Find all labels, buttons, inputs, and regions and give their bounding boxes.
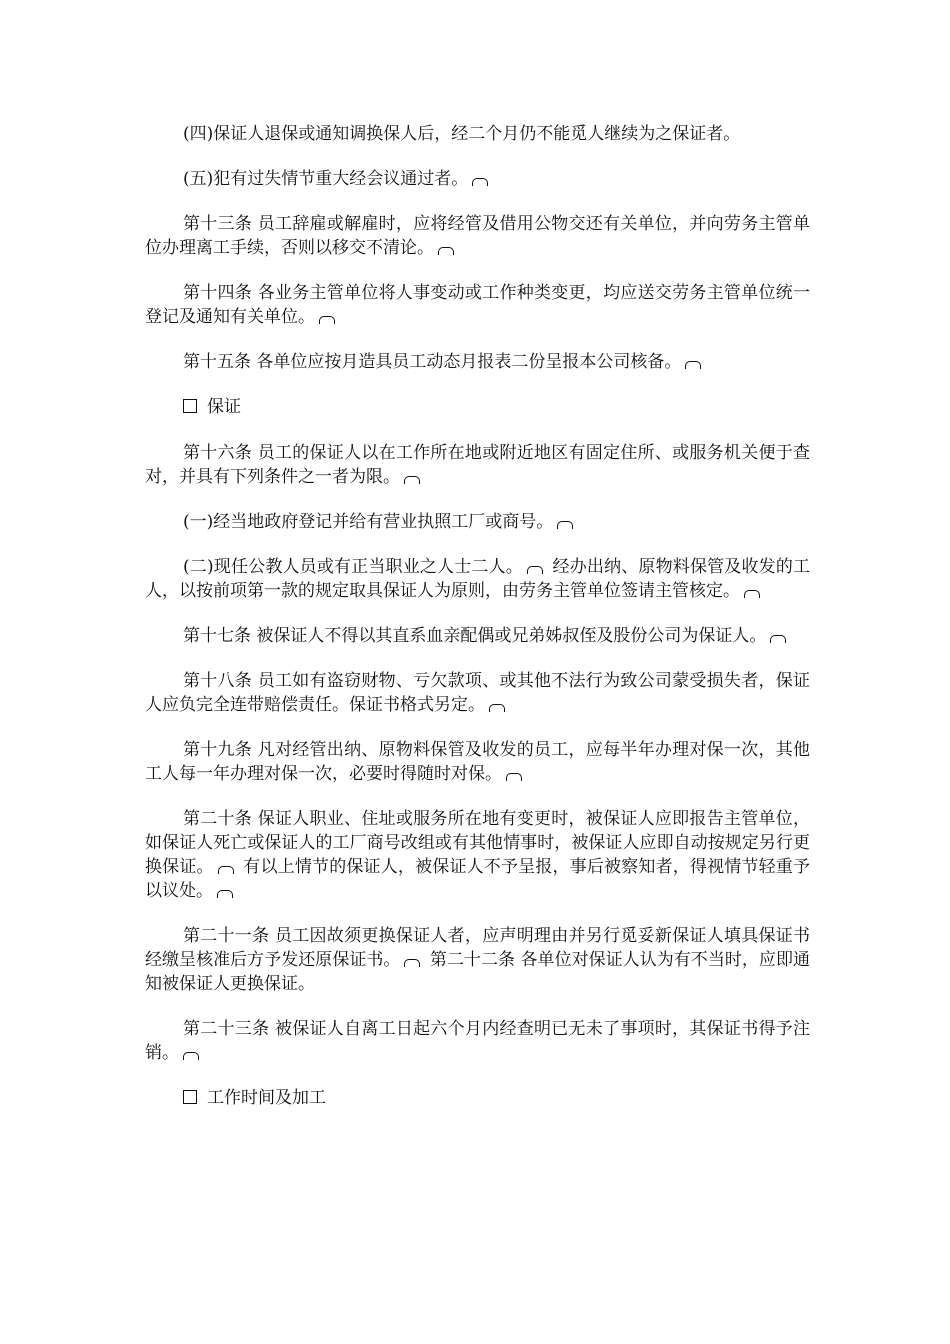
paragraph-text: 有以上情节的保证人，被保证人不予呈报，事后被察知者，得视情节轻重予以议处。 bbox=[145, 857, 811, 901]
paragraph-text: 第十七条 被保证人不得以其直系血亲配偶或兄弟姊叔侄及股份公司为保证人。 bbox=[183, 626, 767, 646]
paragraph bbox=[145, 555, 810, 603]
paragraph bbox=[145, 167, 810, 191]
section-heading-text: 工作时间及加工 bbox=[207, 1088, 326, 1108]
paragraph-text: (二)现任公教人员或有正当职业之人士二人。 bbox=[183, 557, 523, 577]
paragraph bbox=[145, 669, 810, 717]
paragraph-mark-icon bbox=[506, 773, 522, 781]
paragraph-mark-icon bbox=[404, 476, 420, 484]
paragraph bbox=[145, 122, 810, 146]
paragraph-text: (四)保证人退保或通知调换保人后，经二个月仍不能觅人继续为之保证者。 bbox=[183, 124, 741, 144]
paragraph bbox=[145, 212, 810, 260]
paragraph-text: 第二十二条 各单位对保证人认为有不当时，应即通知被保证人更换保证。 bbox=[145, 950, 810, 994]
paragraph-text: 第十九条 凡对经管出纳、原物料保管及收发的员工，应每半年办理对保一次，其他工人每一年办理对保一次，必要时得随时对保。 bbox=[145, 740, 810, 784]
paragraph-text: 第十四条 各业务主管单位将人事变动或工作种类变更，均应送交劳务主管单位统一登记及通知有关单位。 bbox=[145, 283, 810, 327]
paragraph bbox=[145, 738, 810, 786]
paragraph-mark-icon bbox=[557, 521, 573, 529]
paragraph-text: 第二十一条 员工因故须更换保证人者，应声明理由并另行觅妥新保证人填具保证书经缴呈核准后方予发还原保证书。 bbox=[145, 926, 810, 970]
paragraph-mark-icon bbox=[489, 704, 505, 712]
document-page bbox=[145, 122, 810, 1132]
paragraph bbox=[145, 807, 810, 903]
paragraph-text: (一)经当地政府登记并给有营业执照工厂或商号。 bbox=[183, 512, 554, 532]
paragraph-mark-icon bbox=[438, 247, 454, 255]
section-heading bbox=[145, 395, 810, 419]
paragraph bbox=[145, 624, 810, 648]
paragraph-mark-icon bbox=[685, 361, 701, 369]
paragraph bbox=[145, 350, 810, 374]
paragraph bbox=[145, 1017, 810, 1065]
section-heading bbox=[145, 1086, 810, 1110]
paragraph-text: (五)犯有过失情节重大经会议通过者。 bbox=[183, 169, 469, 189]
paragraph-text: 第十五条 各单位应按月造具员工动态月报表二份呈报本公司核备。 bbox=[183, 352, 682, 372]
paragraph-text: 经办出纳、原物料保管及收发的工人，以按前项第一款的规定取具保证人为原则，由劳务主管单位签请主管核定。 bbox=[145, 557, 811, 601]
paragraph-mark-icon bbox=[527, 566, 543, 574]
paragraph-text: 第十三条 员工辞雇或解雇时，应将经管及借用公物交还有关单位，并向劳务主管单位办理离工手续，否则以移交不清论。 bbox=[145, 214, 810, 258]
paragraph bbox=[145, 510, 810, 534]
section-heading-text: 保证 bbox=[207, 397, 241, 417]
paragraph-mark-icon bbox=[183, 1052, 199, 1060]
paragraph-text: 第二十三条 被保证人自离工日起六个月内经查明已无未了事项时，其保证书得予注销。 bbox=[145, 1019, 810, 1063]
paragraph-mark-icon bbox=[218, 866, 234, 874]
paragraph-mark-icon bbox=[217, 890, 233, 898]
paragraph-text: 第十八条 员工如有盗窃财物、亏欠款项、或其他不法行为致公司蒙受损失者，保证人应负完全连带赔偿责任。保证书格式另定。 bbox=[145, 671, 810, 715]
paragraph-mark-icon bbox=[404, 959, 420, 967]
paragraph-text: 第二十条 保证人职业、住址或服务所在地有变更时，被保证人应即报告主管单位，如保证人死亡或保证人的工厂商号改组或有其他情事时，被保证人应即自动按规定另行更换保证。 bbox=[145, 809, 810, 877]
paragraph bbox=[145, 281, 810, 329]
checkbox-square-icon bbox=[183, 1090, 197, 1104]
paragraph bbox=[145, 924, 810, 996]
checkbox-square-icon bbox=[183, 399, 197, 413]
paragraph-mark-icon bbox=[744, 590, 760, 598]
paragraph-mark-icon bbox=[319, 316, 335, 324]
paragraph-mark-icon bbox=[770, 635, 786, 643]
paragraph-mark-icon bbox=[472, 178, 488, 186]
paragraph-text: 第十六条 员工的保证人以在工作所在地或附近地区有固定住所、或服务机关便于查对，并具有下列条件之一者为限。 bbox=[145, 443, 810, 487]
paragraph bbox=[145, 441, 810, 489]
